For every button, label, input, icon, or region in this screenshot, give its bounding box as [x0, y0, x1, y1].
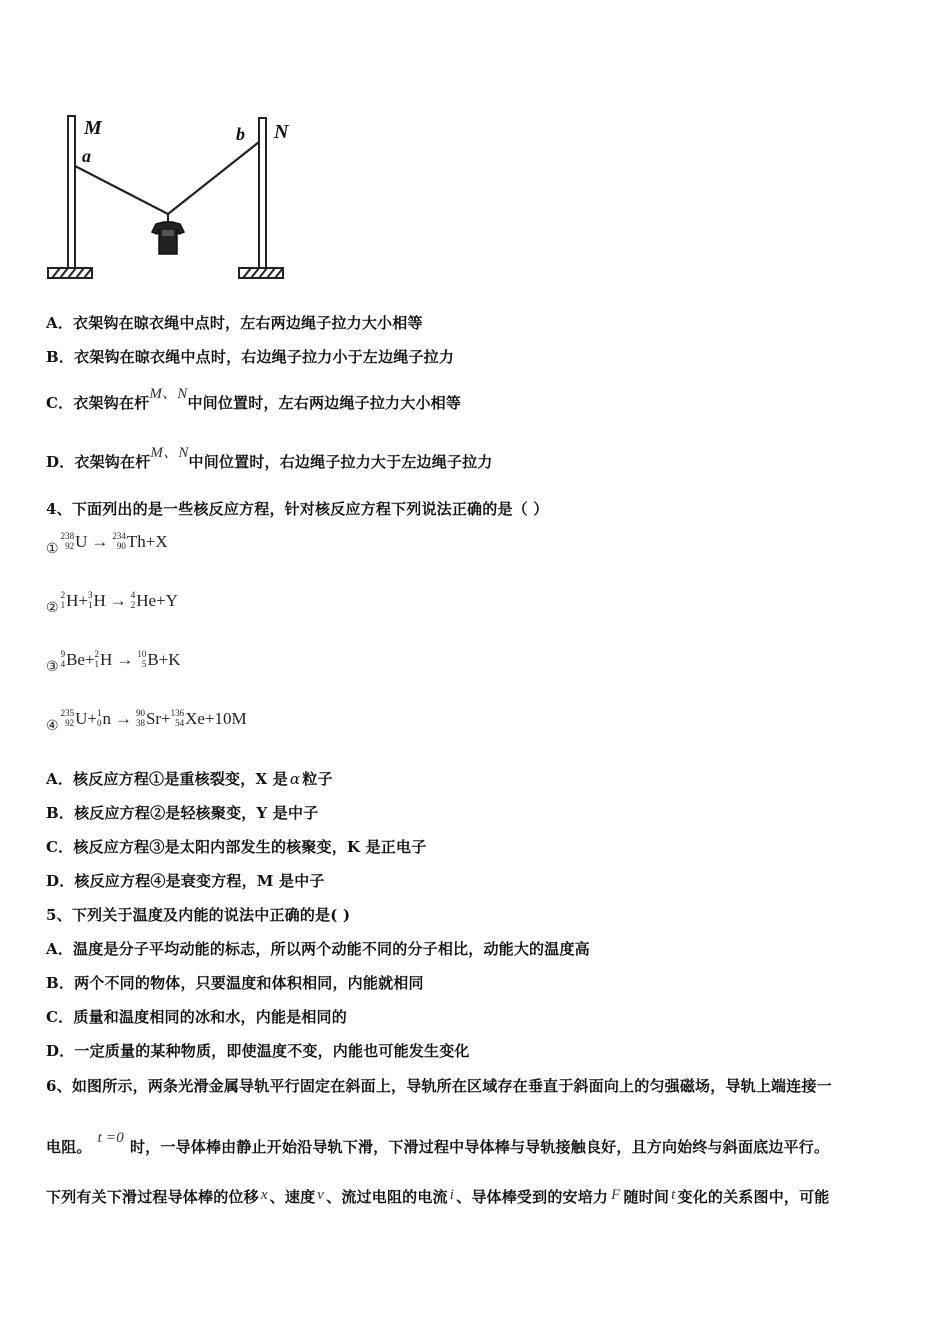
- eq4-u-numbers: 235 92: [60, 708, 75, 729]
- eq1-arrow: →: [91, 532, 109, 551]
- var-F: F: [611, 1187, 621, 1203]
- eq3-b-numbers: 10 5: [137, 649, 147, 670]
- eq1-th-numbers: 234 90: [112, 531, 126, 552]
- q4-option-c[interactable]: C．核反应方程③是太阳内部发生的核聚变，K 是正电子: [46, 838, 427, 856]
- q3-option-d-pre: D．衣架钩在杆: [46, 453, 151, 471]
- var-t: t: [671, 1187, 676, 1203]
- eq3-arrow: →: [116, 650, 134, 669]
- eq4-u: U+: [75, 709, 97, 728]
- eq3-h-numbers: 2 1: [94, 649, 100, 670]
- ground-left: [48, 268, 92, 278]
- q3-option-c-pre: C．衣架钩在杆: [46, 394, 150, 412]
- eq4-sr: Sr+: [145, 709, 171, 728]
- label-b: b: [236, 124, 245, 144]
- eq3-number: ③: [46, 660, 59, 675]
- eq4-sr-numbers: 90 38: [135, 708, 145, 729]
- ground-right: [239, 268, 283, 278]
- eq3-h: H: [100, 650, 113, 669]
- q4-equation-1: [46, 531, 168, 557]
- q5-option-d[interactable]: D．一定质量的某种物质，即使温度不变，内能也可能发生变化: [46, 1042, 470, 1060]
- rope-right: [168, 142, 259, 214]
- eq4-arrow: →: [114, 709, 132, 728]
- q4-option-a[interactable]: [46, 768, 333, 789]
- rope-left: [75, 166, 168, 214]
- q4-option-b[interactable]: B．核反应方程②是轻核聚变，Y 是中子: [46, 804, 319, 822]
- eq1-u: U: [75, 532, 88, 551]
- eq4-xe-numbers: 136 54: [170, 708, 185, 729]
- q5-option-b[interactable]: B．两个不同的物体，只要温度和体积相同，内能就相同: [46, 974, 424, 992]
- q3-option-c-vars: M、N: [149, 386, 188, 402]
- var-i: i: [449, 1187, 455, 1203]
- eq2-h2-numbers: 2 1: [60, 590, 66, 611]
- q3-option-a[interactable]: A．衣架钩在晾衣绳中点时，左右两边绳子拉力大小相等: [46, 314, 423, 332]
- eq4-n: n: [102, 709, 111, 728]
- shirt-icon: [152, 222, 184, 254]
- q3-option-d-post: 中间位置时，右边绳子拉力大于左边绳子拉力: [188, 453, 493, 471]
- eq1-u-numbers: 238 92: [60, 531, 75, 552]
- q5-option-a[interactable]: A．温度是分子平均动能的标志，所以两个动能不同的分子相比，动能大的温度高: [46, 940, 590, 958]
- q4-equation-3: [46, 649, 181, 675]
- eq2-h3-numbers: 3 1: [87, 590, 93, 611]
- q6-line-2: [46, 1130, 830, 1157]
- q3-option-d[interactable]: [46, 445, 493, 472]
- q4-stem: 4、下面列出的是一些核反应方程，针对核反应方程下列说法正确的是（ ）: [46, 500, 549, 518]
- clothesline-figure: [46, 112, 316, 292]
- pole-M: [68, 116, 75, 268]
- label-N: N: [274, 121, 289, 143]
- var-x: x: [260, 1187, 268, 1203]
- var-v: v: [317, 1187, 325, 1203]
- eq2-arrow: →: [109, 591, 127, 610]
- q3-option-c-post: 中间位置时，左右两边绳子拉力大小相等: [187, 394, 462, 412]
- eq2-he: He+Y: [136, 591, 178, 610]
- label-a: a: [82, 146, 91, 166]
- q3-option-b[interactable]: B．衣架钩在晾衣绳中点时，右边绳子拉力小于左边绳子拉力: [46, 348, 455, 366]
- eq4-xe: Xe+10M: [185, 709, 247, 728]
- q6-line-2-pre: 电阻。: [46, 1138, 92, 1156]
- eq3-be: Be+: [66, 650, 95, 669]
- alpha-symbol: α: [289, 770, 301, 788]
- eq2-number: ②: [46, 601, 59, 616]
- pole-N: [259, 118, 266, 268]
- eq2-he-numbers: 4 2: [130, 590, 136, 611]
- eq4-number: ④: [46, 719, 59, 734]
- q6-line-3: 下列有关下滑过程导体棒的位移 x 、速度 v 、流过电阻的电流 i 、导体棒受到的安培力 F 随时间 t 变化的关系图中，可能: [46, 1187, 830, 1206]
- q3-option-c[interactable]: [46, 386, 462, 413]
- eq2-h2: H+: [66, 591, 88, 610]
- q4-option-d[interactable]: D．核反应方程④是衰变方程，M 是中子: [46, 872, 325, 890]
- q4-equation-4: [46, 708, 247, 734]
- q6-line-2-post: 时，一导体棒由静止开始沿导轨下滑，下滑过程中导体棒与导轨接触良好，且方向始终与斜面底边平行。: [129, 1138, 830, 1156]
- eq4-n-numbers: 1 0: [96, 708, 102, 729]
- q5-option-c[interactable]: C．质量和温度相同的冰和水，内能是相同的: [46, 1008, 347, 1026]
- eq1-number: ①: [46, 542, 59, 557]
- label-M: M: [84, 117, 102, 139]
- q6-line-1: 6、如图所示，两条光滑金属导轨平行固定在斜面上，导轨所在区域存在垂直于斜面向上的匀强磁场，导轨上端连接一: [46, 1077, 832, 1095]
- q4-option-a-text: A．核反应方程①是重核裂变，X 是: [46, 770, 288, 788]
- eq3-b: B+K: [147, 650, 181, 669]
- q4-option-a-end: 粒子: [302, 770, 333, 788]
- q6-t-zero: t =0: [97, 1130, 124, 1146]
- q3-option-d-vars: M、N: [150, 445, 189, 461]
- eq2-h3: H: [93, 591, 106, 610]
- shirt-detail: [162, 230, 174, 236]
- q4-equation-2: [46, 590, 178, 616]
- q5-stem: 5、下列关于温度及内能的说法中正确的是( ): [46, 906, 351, 924]
- eq1-th: Th+X: [126, 532, 168, 551]
- eq3-be-numbers: 9 4: [60, 649, 66, 670]
